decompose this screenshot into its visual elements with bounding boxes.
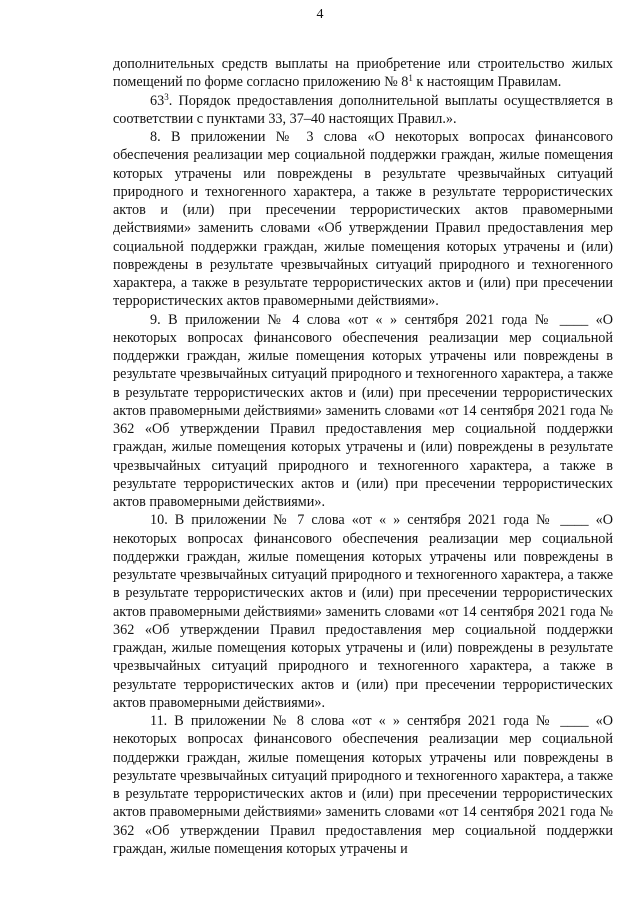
- page-number: 4: [316, 7, 324, 22]
- paragraph-number: 63: [150, 92, 165, 109]
- paragraph-11: 11. В приложении № 8 слова «от « » сентября 2021 года № ____ «О некоторых вопросах финансового обеспечения реализации мер социальной поддержки граждан, жилые помещения которых утрачены или повреждены в результате чрезвычайных ситуаций природного и техногенного характера, а также в результате террористических актов и (или) при пресечении террористических актов правомерными действиями» заменить словами «от 14 сентября 2021 года № 362 «Об утверждении Правил предоставления мер социальной поддержки граждан, жилые помещения которых утрачены и: [113, 713, 613, 857]
- document-body: [113, 55, 613, 858]
- paragraph-continuation: [113, 55, 613, 92]
- paragraph-63-3: [113, 92, 613, 129]
- paragraph-10: 10. В приложении № 7 слова «от « » сентября 2021 года № ____ «О некоторых вопросах финансового обеспечения реализации мер социальной поддержки граждан, жилые помещения которых утрачены или повреждены в результате чрезвычайных ситуаций природного и техногенного характера, а также в результате террористических актов и (или) при пресечении террористических актов правомерными действиями» заменить словами «от 14 сентября 2021 года № 362 «Об утверждении Правил предоставления мер социальной поддержки граждан, жилые помещения которых утрачены и (или) повреждены в результате чрезвычайных ситуаций природного и техногенного характера, а также в результате террористических актов и (или) при пресечении террористических актов правомерными действиями».: [113, 512, 613, 711]
- paragraph-9: 9. В приложении № 4 слова «от « » сентября 2021 года № ____ «О некоторых вопросах финансового обеспечения реализации мер социальной поддержки граждан, жилые помещения которых утрачены или повреждены в результате чрезвычайных ситуаций природного и техногенного характера, а также в результате террористических актов и (или) при пресечении террористических актов правомерными действиями» заменить словами «от 14 сентября 2021 года № 362 «Об утверждении Правил предоставления мер социальной поддержки граждан, жилые помещения которых утрачены и (или) повреждены в результате чрезвычайных ситуаций природного и техногенного характера, а также в результате террористических актов и (или) при пресечении террористических актов правомерными действиями».: [113, 311, 613, 510]
- superscript: 3: [164, 91, 169, 102]
- paragraph-8: 8. В приложении № 3 слова «О некоторых вопросах финансового обеспечения реализации мер социальной поддержки граждан, жилые помещения которых утрачены или повреждены в результате чрезвычайных ситуаций природного и техногенного характера, а также в результате террористических актов и (или) при пресечении террористических актов правомерными действиями» заменить словами «Об утверждении Правил предоставления мер социальной поддержки граждан, жилые помещения которых утрачены и (или) повреждены в результате чрезвычайных ситуаций природного и техногенного характера, а также в результате террористических актов и (или) при пресечении террористических актов правомерными действиями».: [113, 129, 613, 310]
- paragraph-text: дополнительных средств выплаты на приобретение или строительство жилых помещений по форме согласно приложению № 8: [113, 56, 613, 91]
- paragraph-text: . Порядок предоставления дополнительной выплаты осуществляется в соответствии с пунктами 33, 37–40 настоящих Правил.».: [113, 92, 613, 127]
- paragraph-text: к настоящим Правилам.: [412, 74, 562, 91]
- superscript: 1: [408, 73, 413, 84]
